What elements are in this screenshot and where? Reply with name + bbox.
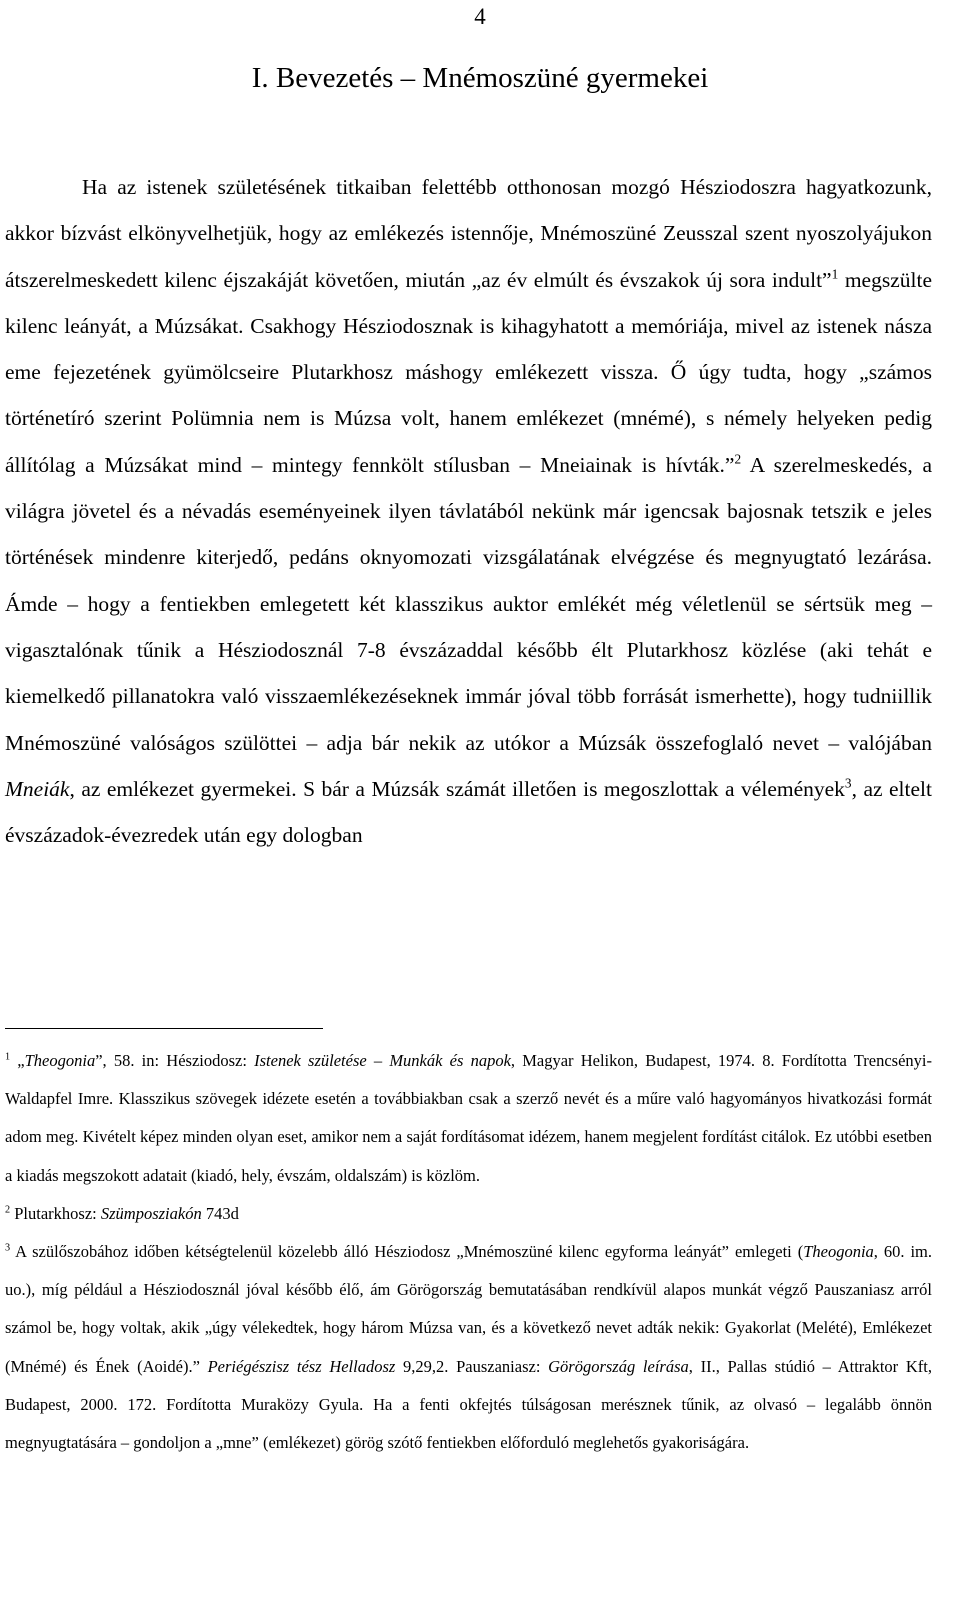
body-text-part: , az eltelt évszázadok-évezredek után egy dologban [5, 776, 932, 848]
footnote-ref-2: 2 [734, 451, 742, 467]
body-text-part: megszülte kilenc leányát, a Múzsákat. Csakhogy Hésziodosznak is kihagyhatott a memóriája, mivel az istenek násza eme fejezetének gyümölcseire Plutarkhosz máshogy emlékezett vissza. Ő úgy tudta, hogy „számos történetíró szerint Polümnia nem is Múzsa volt, hanem emlékezet (mnémé), s némely helyeken pedig állítólag a Múzsákat mind – mintegy fennkölt stílusban – Mneiainak is hívták.” [5, 267, 932, 477]
footnote-1 [5, 1042, 932, 1195]
body-text-part: A szerelmeskedés, a világra jövetel és a névadás eseményeinek ilyen távlatából nekünk már igencsak bajosnak tetszik e jeles történések mindenre kiterjedő, pedáns oknyomozati vizsgálatának elvégzése és megnyugtató lezárása. Ámde – hogy a fentiekben emlegetett két klasszikus auktor emlékét még véletlenül se sértsük meg – vigasztalónak tűnik a Hésziodosznál 7-8 évszázaddal később élt Plutarkhosz közlése (aki tehát e kiemelkedő pillanatokra való visszaemlékezéseknek immár jóval több forrását ismerhette), hogy tudniillik Mnémoszüné valóságos szülöttei – adja bár nekik az utókor a Múzsák összefoglaló nevet – valójában [5, 452, 932, 755]
footnote-2 [5, 1195, 932, 1233]
footnote-number: 2 [5, 1204, 11, 1216]
body-paragraph [5, 164, 932, 858]
footnote-italic: Theogonia [24, 1051, 96, 1070]
footnote-italic: Theogonia [803, 1242, 874, 1262]
footnote-number: 3 [5, 1242, 11, 1254]
footnote-text: 9,29,2. Pauszaniasz: [395, 1356, 549, 1376]
page-number: 4 [474, 4, 486, 29]
footnote-text: 743d [201, 1203, 239, 1223]
footnote-text: „ [10, 1051, 25, 1070]
body-text-part: , az emlékezet gyermekei. S bár a Múzsák számát illetően is megoszlottak a vélemények [69, 776, 845, 801]
footnote-italic: Szümposziakón [100, 1203, 202, 1223]
footnote-text: Plutarkhosz: [10, 1203, 101, 1223]
chapter-title: I. Bevezetés – Mnémoszüné gyermekei [251, 62, 709, 94]
footnote-text: A szülőszobához időben kétségtelenül közelebb álló Hésziodosz „Mnémoszüné kilenc egyforma leányát” emlegeti ( [10, 1242, 804, 1262]
footnote-ref-1: 1 [831, 265, 839, 281]
footnote-ref-3: 3 [844, 775, 852, 791]
footnote-italic: Görögország leírása [548, 1356, 689, 1376]
footnote-number: 1 [5, 1051, 11, 1063]
footnote-italic: Istenek születése – Munkák és napok [254, 1051, 511, 1070]
footnote-3 [5, 1233, 932, 1462]
footnote-text: , Magyar Helikon, Budapest, 1974. 8. Fordította Trencsényi-Waldapfel Imre. Klasszikus szövegek idézete esetén a továbbiakban csak a szerző nevét és a műre való hagyományos hivatkozási formát adom meg. Kivételt képez minden olyan eset, amikor nem a saját fordításomat idézem, hanem megjelent fordítást citálok. Ez utóbbi esetben a kiadás megszokott adatait (kiadó, hely, évszám, oldalszám) is közlöm. [5, 1051, 932, 1185]
footnote-text: ”, 58. in: Hésziodosz: [95, 1051, 255, 1070]
footnote-separator [5, 1028, 323, 1029]
footnote-text: , II., Pallas stúdió – Attraktor Kft, Budapest, 2000. 172. Fordította Muraközy Gyula. Ha a fenti okfejtés túlságosan merésznek tűnik, az olvasó – legalább önnön megnyugtatására – gondoljon a „mne” (emlékezet) görög szótő fentiekben előforduló meglehetős gyakoriságára. [5, 1356, 932, 1453]
body-text-part: Ha az istenek születésének titkaiban felettébb otthonosan mozgó Hésziodoszra hagyatkozunk, akkor bízvást elkönyvelhetjük, hogy az emlékezés istennője, Mnémoszüné Zeusszal szent nyoszolyájukon átszerelmeskedett kilenc éjszakáját követően, miután „az év elmúlt és évszakok új sora indult” [5, 175, 932, 292]
footnote-text: , 60. im. uo.), míg például a Hésziodosznál jóval később élő, ám Görögország bemutatásában rendkívül alapos munkát végző Pauszaniasz arról számol be, hogy voltak, akik „úgy vélekedtek, hogy három Múzsa van, és a következő nevet adták nekik: Gyakorlat (Melété), Emlékezet (Mnémé) és Ének (Aoidé).” [5, 1242, 933, 1376]
italic-term: Mneiák [5, 776, 70, 801]
footnote-italic: Periégészisz tész Helladosz [207, 1356, 396, 1376]
footnotes [5, 1042, 932, 1462]
